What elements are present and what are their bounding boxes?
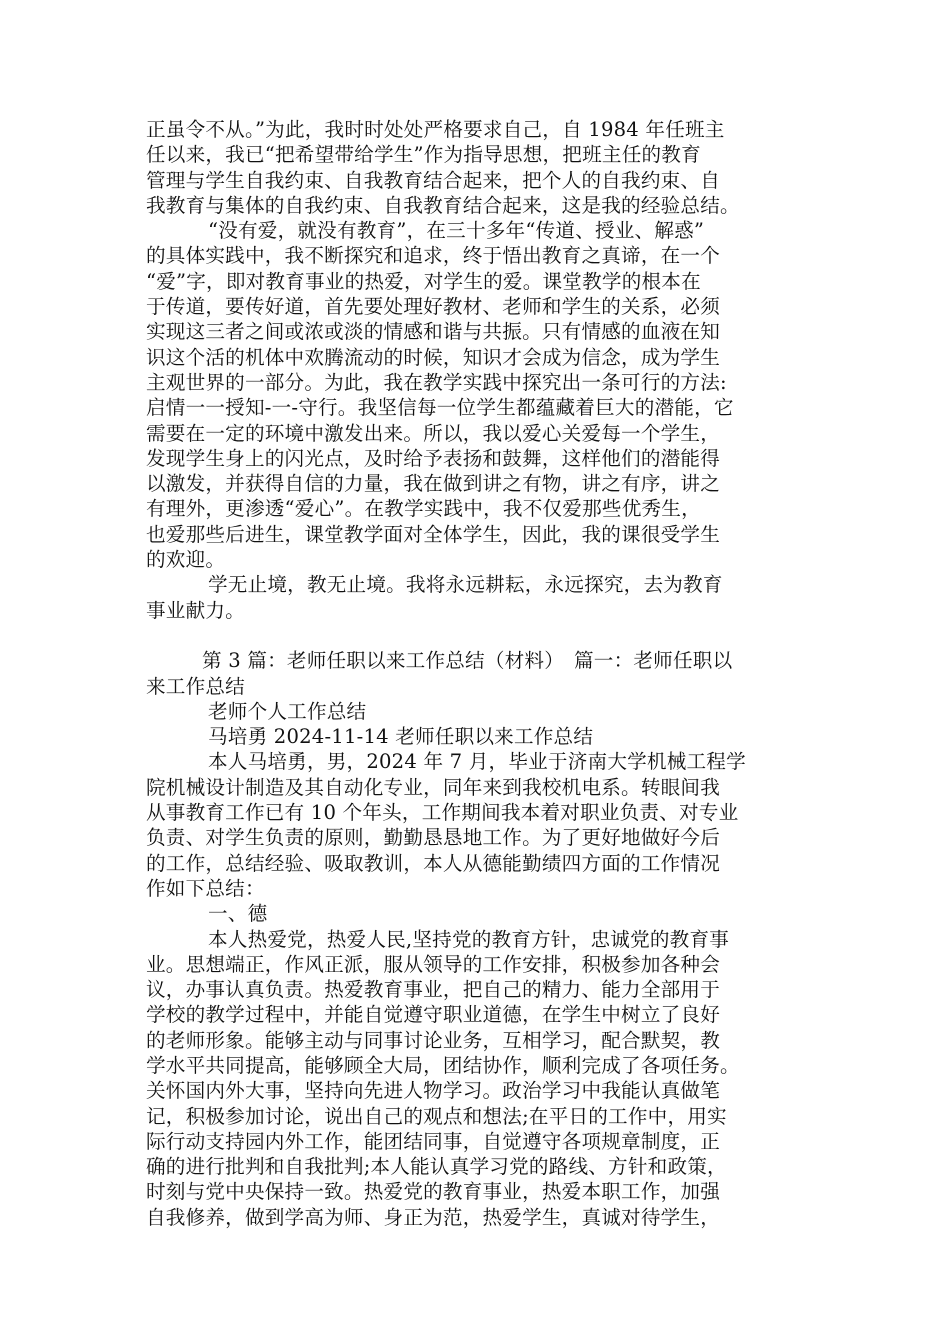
- text-line: 需要在一定的环境中激发出来。所以，我以爱心关爱每一个学生，: [146, 421, 721, 445]
- text-line: 自我修养，做到学高为师、身正为范，热爱学生，真诚对待学生，: [146, 1205, 721, 1229]
- text-line: 老师个人工作总结: [208, 699, 367, 723]
- text-line: 一、德: [208, 902, 268, 926]
- blank-line: [146, 623, 814, 648]
- text-line: 关怀国内外大事，坚持向先进人物学习。政治学习中我能认真做笔: [146, 1079, 721, 1103]
- text-line: 时刻与党中央保持一致。热爱党的教育事业，热爱本职工作，加强: [146, 1180, 721, 1204]
- text-line: 事业献力。: [146, 598, 245, 622]
- text-line: 启情一一授知-一-守行。我坚信每一位学生都蕴藏着巨大的潜能，它: [146, 396, 734, 420]
- text-line: 主观世界的一部分。为此，我在教学实践中探究出一条可行的方法:: [146, 370, 727, 394]
- text-line: 以激发，并获得自信的力量，我在做到讲之有物，讲之有序，讲之: [146, 472, 721, 496]
- text-line: 的具体实践中，我不断探究和追求，终于悟出教育之真谛，在一个: [146, 244, 721, 268]
- text-line: 议，办事认真负责。热爱教育事业，把自己的精力、能力全部用于: [146, 978, 721, 1002]
- text-line: 我教育与集体的自我约束、自我教育结合起来，这是我的经验总结。: [146, 193, 740, 217]
- text-line: 的欢迎。: [146, 548, 226, 572]
- text-line: 确的进行批判和自我批判;本人能认真学习党的路线、方针和政策，: [146, 1155, 727, 1179]
- text-line: 记，积极参加讨论，说出自己的观点和想法;在平日的工作中，用实: [146, 1104, 727, 1128]
- text-line: 来工作总结: [146, 674, 245, 698]
- text-line: 际行动支持园内外工作，能团结同事，自觉遵守各项规章制度，正: [146, 1129, 721, 1153]
- text-line: 负责、对学生负责的原则，勤勤恳恳地工作。为了更好地做好今后: [146, 826, 721, 850]
- text-line: 学水平共同提高，能够顾全大局，团结协作，顺利完成了各项任务。: [146, 1053, 740, 1077]
- text-line: 的工作，总结经验、吸取教训，本人从德能勤绩四方面的工作情况: [146, 851, 721, 875]
- text-line: 识这个活的机体中欢腾流动的时候，知识才会成为信念，成为学生: [146, 345, 721, 369]
- text-line: 有理外，更渗透“爱心”。在教学实践中，我不仅爱那些优秀生，: [146, 497, 701, 521]
- text-line: “没有爱，就没有教育”，在三十多年“传道、授业、解惑”: [208, 219, 705, 243]
- text-line: 管理与学生自我约束、自我教育结合起来，把个人的自我约束、自: [146, 168, 721, 192]
- document-body: [146, 117, 814, 1230]
- text-line: 的老师形象。能够主动与同事讨论业务，互相学习，配合默契，教: [146, 1028, 721, 1052]
- text-line: 正虽令不从。”为此，我时时处处严格要求自己，自 1984 年任班主: [146, 118, 725, 141]
- text-line: 从事教育工作已有 10 个年头，工作期间我本着对职业负责、对专业: [146, 801, 739, 825]
- text-line: 本人热爱党，热爱人民,坚持党的教育方针，忠诚党的教育事: [208, 927, 730, 951]
- text-line: 发现学生身上的闪光点，及时给予表扬和鼓舞，这样他们的潜能得: [146, 446, 721, 470]
- text-line: 也爱那些后进生，课堂教学面对全体学生，因此，我的课很受学生: [146, 522, 721, 546]
- text-line: 任以来，我已“把希望带给学生”作为指导思想，把班主任的教育: [146, 143, 701, 167]
- text-line: 马培勇 2024-11-14 老师任职以来工作总结: [208, 725, 594, 749]
- text-line: 于传道，要传好道，首先要处理好教材、老师和学生的关系，必须: [146, 295, 721, 319]
- text-line: 作如下总结：: [146, 876, 265, 900]
- text-line: 学无止境，教无止境。我将永远耕耘，永远探究，去为教育: [208, 573, 723, 597]
- text-line: 本人马培勇，男，2024 年 7 月，毕业于济南大学机械工程学: [208, 750, 746, 774]
- text-line: 院机械设计制造及其自动化专业，同年来到我校机电系。转眼间我: [146, 775, 721, 799]
- text-line: 实现这三者之间或浓或淡的情感和谐与共振。只有情感的血液在知: [146, 320, 721, 344]
- text-line: 业。思想端正，作风正派，服从领导的工作安排，积极参加各种会: [146, 952, 721, 976]
- text-line: “爱”字，即对教育事业的热爱，对学生的爱。课堂教学的根本在: [146, 269, 701, 293]
- text-line: 第 3 篇：老师任职以来工作总结（材料） 篇一：老师任职以: [202, 649, 733, 673]
- text-line: 学校的教学过程中，并能自觉遵守职业道德，在学生中树立了良好: [146, 1003, 721, 1027]
